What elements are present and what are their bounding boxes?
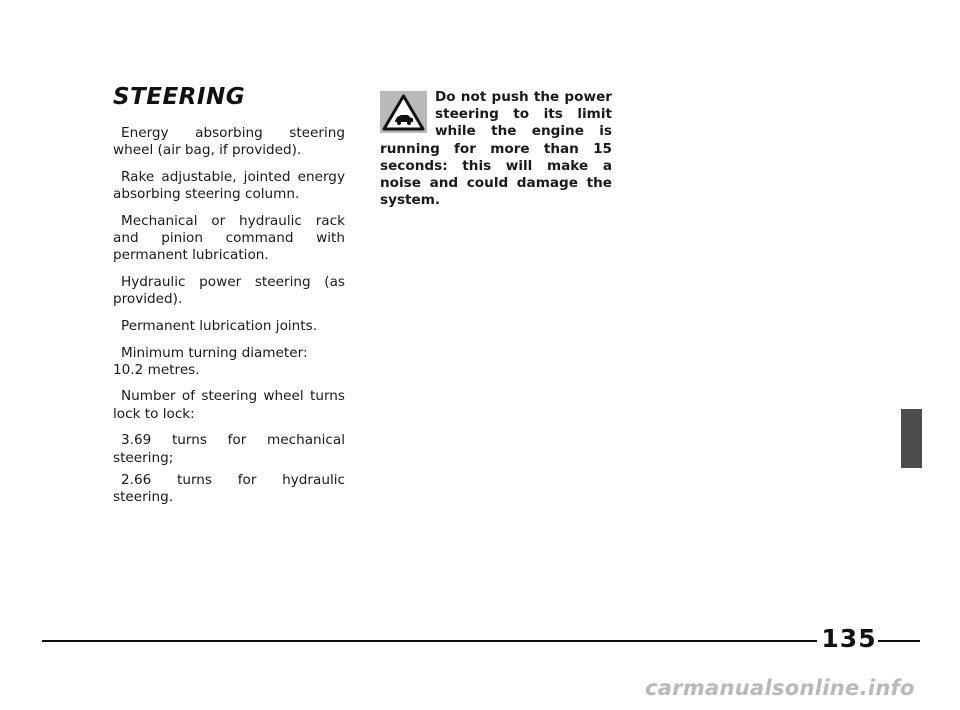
spec-paragraph: Number of steering wheel turns lock to lock: xyxy=(113,388,345,422)
spec-paragraph: Hydraulic power steering (as provided). xyxy=(113,273,345,308)
spec-paragraph: Permanent lubrication joints. xyxy=(121,317,318,334)
spec-paragraph: Rake adjustable, jointed energy absorbing steering column. xyxy=(113,168,345,203)
page-title: STEERING xyxy=(113,84,246,110)
spec-paragraph: Mechanical or hydraulic rack and pinion command with permanent lubrication. xyxy=(113,212,345,264)
spec-paragraph: 3.69 turns for mechanical steering; xyxy=(113,432,345,466)
footer-rule xyxy=(878,640,920,642)
warning-text: Do not push the power steering to its limit while the engine is running for more than 15 seconds: this will make a noise and could damage the system. xyxy=(380,89,612,209)
spec-value: 10.2 metres. xyxy=(113,361,200,378)
spec-paragraph xyxy=(113,345,345,379)
spec-paragraph: 2.66 turns for hydraulic steering. xyxy=(113,472,345,506)
page-number: 135 xyxy=(821,624,877,653)
warning-note xyxy=(380,89,612,209)
steering-spec-list xyxy=(113,125,345,512)
watermark: carmanualsonline.info xyxy=(645,676,915,700)
warning-car-icon xyxy=(380,91,427,133)
chapter-tab xyxy=(901,409,922,468)
spec-label: Minimum turning diameter: xyxy=(121,344,308,361)
spec-paragraph: Energy absorbing steering wheel (air bag, if provided). xyxy=(113,125,345,159)
footer-rule xyxy=(42,640,817,642)
